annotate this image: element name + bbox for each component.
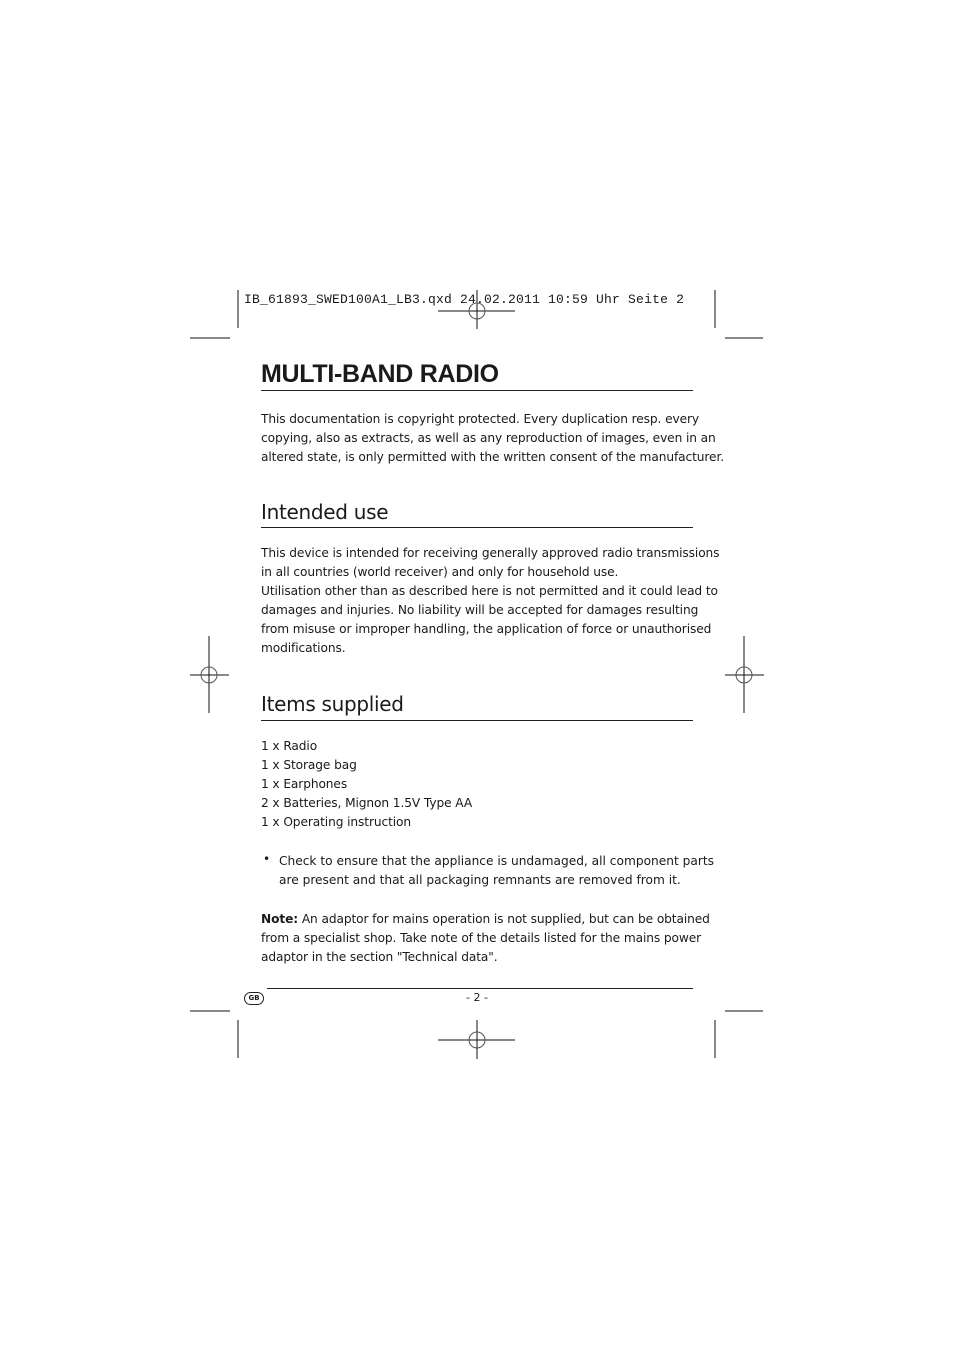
copyright-paragraph: This documentation is copyright protected. Every duplication resp. every copying, also as extracts, as well as any reproduction of images, even in an altered state, is only permitted with the written consent of the manufacturer. [261,412,725,464]
list-item: 1 x Radio [261,739,318,753]
list-item: 1 x Earphones [261,777,348,791]
page-number: - 2 - [466,991,488,1004]
intended-use-rule [261,527,693,528]
list-item: 2 x Batteries, Mignon 1.5V Type AA [261,796,473,810]
list-item: 1 x Operating instruction [261,815,412,829]
items-supplied-heading: Items supplied [261,692,404,716]
items-supplied-rule [261,720,693,721]
check-instruction: Check to ensure that the appliance is undamaged, all component parts are present and that all packaging remnants are removed from it. [279,854,714,887]
items-list [261,737,472,832]
list-item: 1 x Storage bag [261,758,357,772]
intended-use-heading: Intended use [261,500,389,524]
page-title: MULTI-BAND RADIO [261,360,499,388]
title-rule [261,390,693,391]
footer-rule [267,988,693,989]
note-label: Note: [261,912,299,926]
language-badge: GB [244,992,264,1005]
note-paragraph: Note: An adaptor for mains operation is not supplied, but can be obtained from a specialist shop. Take note of the details listed for the mains power adaptor in the section "Technical data". [261,912,710,964]
bullet-icon: • [263,852,271,866]
print-slug: IB_61893_SWED100A1_LB3.qxd 24.02.2011 10:59 Uhr Seite 2 [244,292,685,307]
intended-use-paragraph: This device is intended for receiving generally approved radio transmissions in all countries (world receiver) and only for household use. Utilisation other than as described here is not permitted and it could lead to damages and injuries. No liability will be accepted for damages resulting from misuse or improper handling, the application of force or unauthorised modifications. [261,546,720,655]
